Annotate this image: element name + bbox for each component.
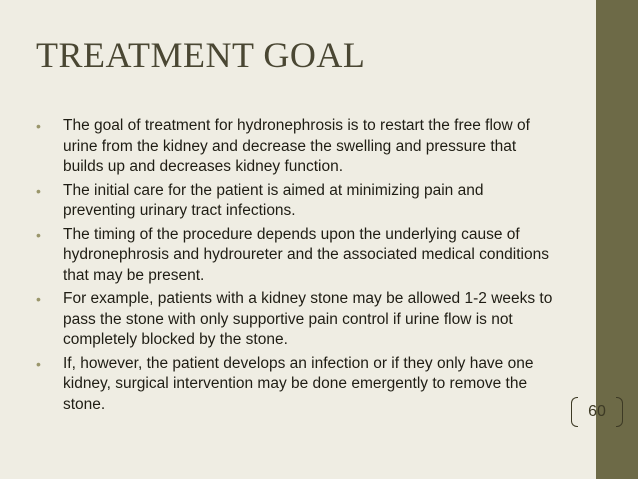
bullet-item (36, 289, 556, 351)
bullet-dot-icon: • (36, 291, 41, 307)
bullet-dot-icon: • (36, 182, 41, 199)
bullet-text: For example, patients with a kidney stone may be allowed 1-2 weeks to pass the stone with only supportive pain control if urine flow is not completely blocked by the stone. (63, 290, 553, 348)
bullet-dot-icon: • (36, 118, 41, 134)
bullet-item (36, 354, 556, 416)
bullet-item (36, 181, 556, 222)
page-number-badge (571, 397, 623, 427)
slide-title: TREATMENT GOAL (36, 35, 366, 75)
page-number: 60 (588, 403, 606, 420)
bullet-dot-icon: • (36, 355, 41, 372)
bullet-text: The goal of treatment for hydronephrosis is to restart the free flow of urine from the kidney and decrease the swelling and pressure that builds up and decreases kidney function. (63, 117, 530, 175)
bullet-item (36, 116, 556, 178)
bullet-text: The timing of the procedure depends upon the underlying cause of hydronephrosis and hydroureter and the associated medical conditions that may be present. (63, 225, 549, 284)
bullet-item (36, 225, 556, 287)
bullet-list (36, 116, 556, 418)
bullet-text: The initial care for the patient is aimed at minimizing pain and preventing urinary tract infections. (63, 181, 484, 219)
bullet-dot-icon: • (36, 226, 41, 243)
bullet-text: If, however, the patient develops an infection or if they only have one kidney, surgical intervention may be done emergently to remove the stone. (63, 354, 534, 413)
left-bracket-icon (571, 397, 578, 427)
right-bracket-icon (616, 397, 623, 427)
